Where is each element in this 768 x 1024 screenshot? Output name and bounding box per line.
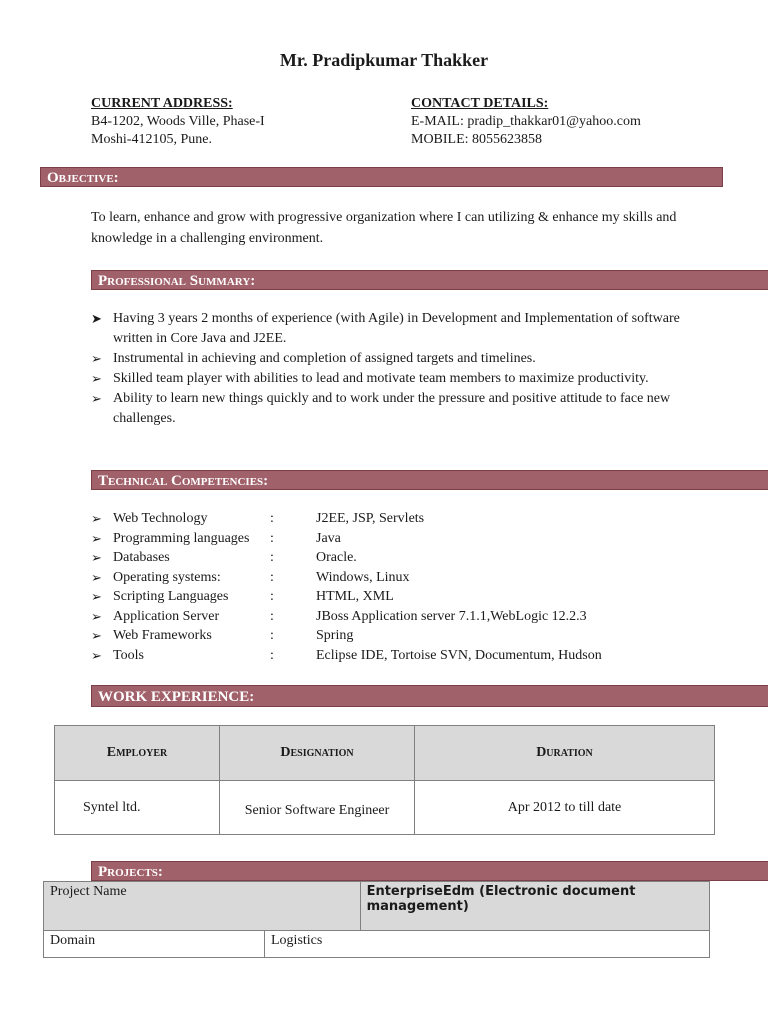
contact-email: E-MAIL: pradip_thakkar01@yahoo.com xyxy=(411,114,641,129)
summary-item-text: Ability to learn new things quickly and to work under the pressure and positive attitude to face new challenges. xyxy=(113,391,671,426)
tech-separator: : xyxy=(270,647,274,663)
arrow-bullet-icon: ➢ xyxy=(91,530,102,546)
column-header-designation: Designation xyxy=(220,726,415,781)
tech-value: Oracle. xyxy=(316,550,357,565)
domain-label: Domain xyxy=(44,931,265,958)
contact-mobile: MOBILE: 8055623858 xyxy=(411,132,543,147)
candidate-name: Mr. Pradipkumar Thakker xyxy=(279,50,489,70)
list-item xyxy=(91,389,691,429)
address-line-1: B4-1202, Woods Ville, Phase-I xyxy=(91,114,265,129)
tech-separator: : xyxy=(270,608,274,624)
tech-value: Spring xyxy=(316,628,354,643)
technical-competencies-heading: Technical Competencies: xyxy=(91,470,768,490)
tech-separator: : xyxy=(270,628,274,643)
list-item xyxy=(91,369,691,389)
arrow-bullet-icon: ➢ xyxy=(91,608,102,624)
tech-separator: : xyxy=(270,550,274,565)
arrow-bullet-icon: ➢ xyxy=(91,550,102,565)
arrow-bullet-icon: ➢ xyxy=(91,647,102,663)
professional-summary-heading: Professional Summary: xyxy=(91,270,768,290)
tech-row xyxy=(91,587,691,607)
column-header-duration: Duration xyxy=(415,726,715,781)
tech-separator: : xyxy=(270,511,274,526)
list-item xyxy=(91,349,691,369)
current-address-block xyxy=(91,95,265,149)
tech-label: Scripting Languages xyxy=(113,589,229,604)
professional-summary-list xyxy=(91,309,691,429)
table-row xyxy=(44,882,710,931)
tech-value: Eclipse IDE, Tortoise SVN, Documentum, Hudson xyxy=(316,647,602,663)
project-name-value: EnterpriseEdm (Electronic document management) xyxy=(360,882,709,931)
tech-value: Windows, Linux xyxy=(316,569,410,585)
tech-row xyxy=(91,607,691,627)
tech-value: HTML, XML xyxy=(316,589,394,604)
duration-cell: Apr 2012 to till date xyxy=(415,781,715,835)
technical-competencies-list xyxy=(91,509,691,665)
tech-row xyxy=(91,509,691,529)
tech-separator: : xyxy=(270,589,274,604)
tech-label: Programming languages xyxy=(113,530,250,546)
tech-label: Tools xyxy=(113,647,144,663)
tech-value: JBoss Application server 7.1.1,WebLogic 12.2.3 xyxy=(316,608,587,624)
table-header-row xyxy=(55,726,715,781)
summary-item-text: Instrumental in achieving and completion of assigned targets and timelines. xyxy=(113,351,536,366)
objective-text: To learn, enhance and grow with progressive organization where I can utilizing & enhance my skills and knowledge in a challenging environment. xyxy=(91,210,677,246)
arrow-bullet-icon: ➢ xyxy=(91,628,102,643)
project-name-label: Project Name xyxy=(44,882,361,931)
contact-heading: CONTACT DETAILS: xyxy=(411,96,549,111)
tech-label: Operating systems: xyxy=(113,569,221,585)
column-header-employer: Employer xyxy=(55,726,220,781)
projects-table xyxy=(43,881,710,958)
summary-item-text: Skilled team player with abilities to lead and motivate team members to maximize productivity. xyxy=(113,371,649,386)
tech-label: Web Technology xyxy=(113,511,208,526)
address-line-2: Moshi-412105, Pune. xyxy=(91,132,212,147)
arrow-bullet-icon: ➢ xyxy=(91,351,102,366)
contact-details-block xyxy=(411,95,641,149)
projects-heading: Projects: xyxy=(91,861,768,881)
tech-label: Web Frameworks xyxy=(113,628,212,643)
work-experience-heading: WORK EXPERIENCE: xyxy=(91,685,768,707)
address-heading: CURRENT ADDRESS: xyxy=(91,96,233,111)
summary-item-text: Having 3 years 2 months of experience (with Agile) in Development and Implementation of software written in Core Java and J2EE. xyxy=(113,311,680,346)
designation-cell: Senior Software Engineer xyxy=(220,781,415,835)
arrow-bullet-icon: ➢ xyxy=(91,569,102,585)
arrow-bullet-icon: ➢ xyxy=(91,511,102,526)
domain-value: Logistics xyxy=(265,931,710,958)
tech-row xyxy=(91,646,691,666)
employer-cell: Syntel ltd. xyxy=(55,781,220,835)
tech-row xyxy=(91,529,691,549)
arrow-bullet-icon: ➤ xyxy=(91,311,102,326)
list-item xyxy=(91,309,691,349)
tech-label: Databases xyxy=(113,550,170,565)
arrow-bullet-icon: ➢ xyxy=(91,371,102,386)
arrow-bullet-icon: ➢ xyxy=(91,391,102,406)
tech-row xyxy=(91,626,691,646)
tech-value: Java xyxy=(316,530,341,546)
tech-value: J2EE, JSP, Servlets xyxy=(316,511,425,526)
objective-heading: Objective: xyxy=(40,167,723,187)
tech-separator: : xyxy=(270,569,274,585)
tech-separator: : xyxy=(270,530,274,546)
table-row xyxy=(55,781,715,835)
table-row xyxy=(44,931,710,958)
tech-label: Application Server xyxy=(113,608,220,624)
arrow-bullet-icon: ➢ xyxy=(91,589,102,604)
work-experience-table xyxy=(54,725,715,835)
tech-row xyxy=(91,568,691,588)
tech-row xyxy=(91,548,691,568)
